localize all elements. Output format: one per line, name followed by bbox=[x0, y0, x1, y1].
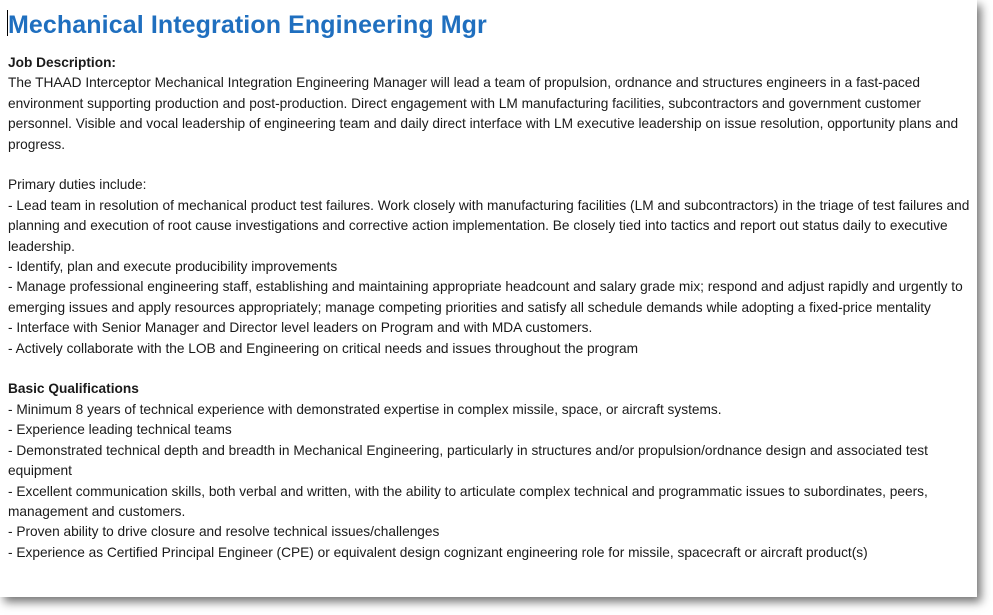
job-description-heading: Job Description: bbox=[8, 55, 116, 70]
qualification-item: - Experience as Certified Principal Engineer (CPE) or equivalent design cognizant engineering role for missile, spacecraft or aircraft product(s) bbox=[8, 544, 868, 560]
duty-item: - Interface with Senior Manager and Director level leaders on Program and with MDA customers. bbox=[8, 320, 593, 336]
qualification-item: - Demonstrated technical depth and breadth in Mechanical Engineering, particularly in structures and/or propulsion/ordnance design and associated test equipment bbox=[8, 442, 928, 479]
basic-qualifications-heading: Basic Qualifications bbox=[8, 381, 139, 397]
duty-item: - Identify, plan and execute producibility improvements bbox=[8, 259, 338, 275]
page-title: Mechanical Integration Engineering Mgr bbox=[8, 11, 487, 39]
spacer bbox=[8, 359, 970, 379]
duty-item: - Manage professional engineering staff, establishing and maintaining appropriate headcount and salary grade mix; respond and adjust rapidly and urgently to emerging issues and apply resources appropriately; manage competing priorities and satisfy all schedule demands while adopting a fixed-price mentality bbox=[8, 279, 963, 315]
qualification-item: - Excellent communication skills, both verbal and written, with the ability to articulate complex technical and programmatic issues to subordinates, peers, management and customers. bbox=[8, 483, 928, 519]
qualification-item: - Proven ability to drive closure and resolve technical issues/challenges bbox=[8, 524, 440, 540]
duty-item: - Actively collaborate with the LOB and Engineering on critical needs and issues throughout the program bbox=[8, 340, 638, 356]
duty-item: - Lead team in resolution of mechanical product test failures. Work closely with manufacturing facilities (LM and subcontractors) in the triage of test failures and planning and execution of root cause investigations and corrective action implementation. Be closely tied into tactics and report out status daily to executive leadership. bbox=[8, 197, 970, 254]
primary-duties-intro: Primary duties include: bbox=[8, 177, 147, 193]
qualification-item: - Minimum 8 years of technical experience with demonstrated expertise in complex missile, space, or aircraft systems. bbox=[8, 401, 722, 417]
spacer bbox=[8, 155, 970, 175]
job-description-section bbox=[8, 53, 970, 563]
document-content bbox=[8, 8, 970, 563]
job-description-text: The THAAD Interceptor Mechanical Integration Engineering Manager will lead a team of propulsion, ordnance and structures engineers in a fast-paced environment supporting production and post-production. Direct engagement with LM manufacturing facilities, subcontractors and government customer personnel. Visible and vocal leadership of engineering team and daily direct interface with LM executive leadership on issue resolution, opportunity plans and progress. bbox=[8, 75, 959, 152]
qualification-item: - Experience leading technical teams bbox=[8, 422, 232, 438]
